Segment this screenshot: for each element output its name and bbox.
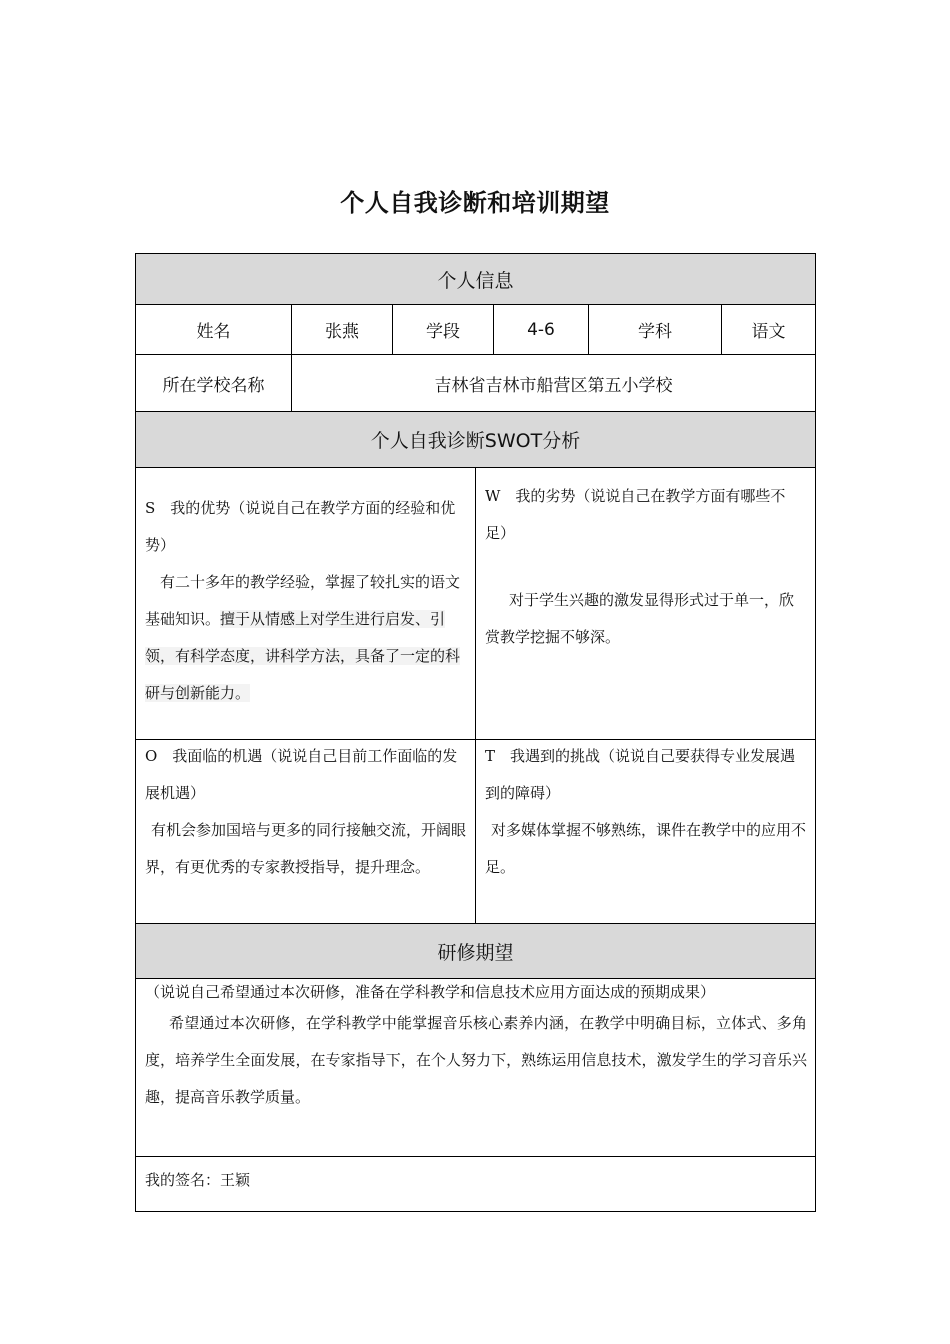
strength-cell [136,490,475,740]
school-value: 吉林省吉林市船营区第五小学校 [434,375,673,396]
weakness-title: W 我的劣势（说说自己在教学方面有哪些不足） [485,487,786,542]
strength-title: S 我的优势（说说自己在教学方面的经验和优势） [145,499,456,554]
signature-name: 王颖 [220,1171,251,1189]
signature-row [136,1157,815,1212]
stage-value: 4-6 [527,319,555,340]
expectation-body: 希望通过本次研修，在学科教学中能掌握音乐核心素养内涵，在教学中明确目标，立体式、多角度，培养学生全面发展，在专家指导下，在个人努力下，熟练运用信息技术，激发学生的学习音乐兴趣，提高音乐教学质量。 [145,1014,807,1106]
school-label: 所在学校名称 [162,375,265,396]
expectation-cell [136,979,815,1156]
strength-body-2: 擅于从情感上对学生进行启发、引领，有科学态度，讲科学方法，具备了一定的科研与创新能力。 [145,610,461,702]
expectation-prompt: （说说自己希望通过本次研修，准备在学科教学和信息技术应用方面达成的预期成果） [145,983,716,1001]
threat-cell [476,738,815,923]
subject-value: 语文 [751,322,786,342]
swot-header: 个人自我诊断SWOT分析 [136,412,815,467]
stage-label: 学段 [426,322,460,342]
strength-body-1 [145,564,467,712]
name-value: 张燕 [325,322,359,342]
opportunity-body: 有机会参加国培与更多的同行接触交流，开阔眼界，有更优秀的专家教授指导，提升理念。 [145,821,467,876]
name-label: 姓名 [196,322,231,342]
threat-title: T 我遇到的挑战（说说自己要获得专业发展遇到的障碍） [485,747,796,802]
page-title: 个人自我诊断和培训期望 [340,189,610,217]
strength-body-1-text: 有二十多年的教学经验，掌握了较扎实的语文基础知识。 [145,573,461,628]
weakness-cell [476,478,815,728]
opportunity-title: O 我面临的机遇（说说自己目前工作面临的发展机遇） [145,747,458,802]
opportunity-cell [136,738,475,923]
subject-label: 学科 [638,322,672,342]
personal-info-header: 个人信息 [136,254,815,304]
self-diagnosis-table [135,253,816,1212]
signature-label: 我的签名： [145,1171,221,1189]
expectation-header: 研修期望 [136,924,815,978]
threat-body: 对多媒体掌握不够熟练，课件在教学中的应用不足。 [485,821,807,876]
weakness-body: 对于学生兴趣的激发显得形式过于单一，欣赏教学挖掘不够深。 [485,591,795,646]
